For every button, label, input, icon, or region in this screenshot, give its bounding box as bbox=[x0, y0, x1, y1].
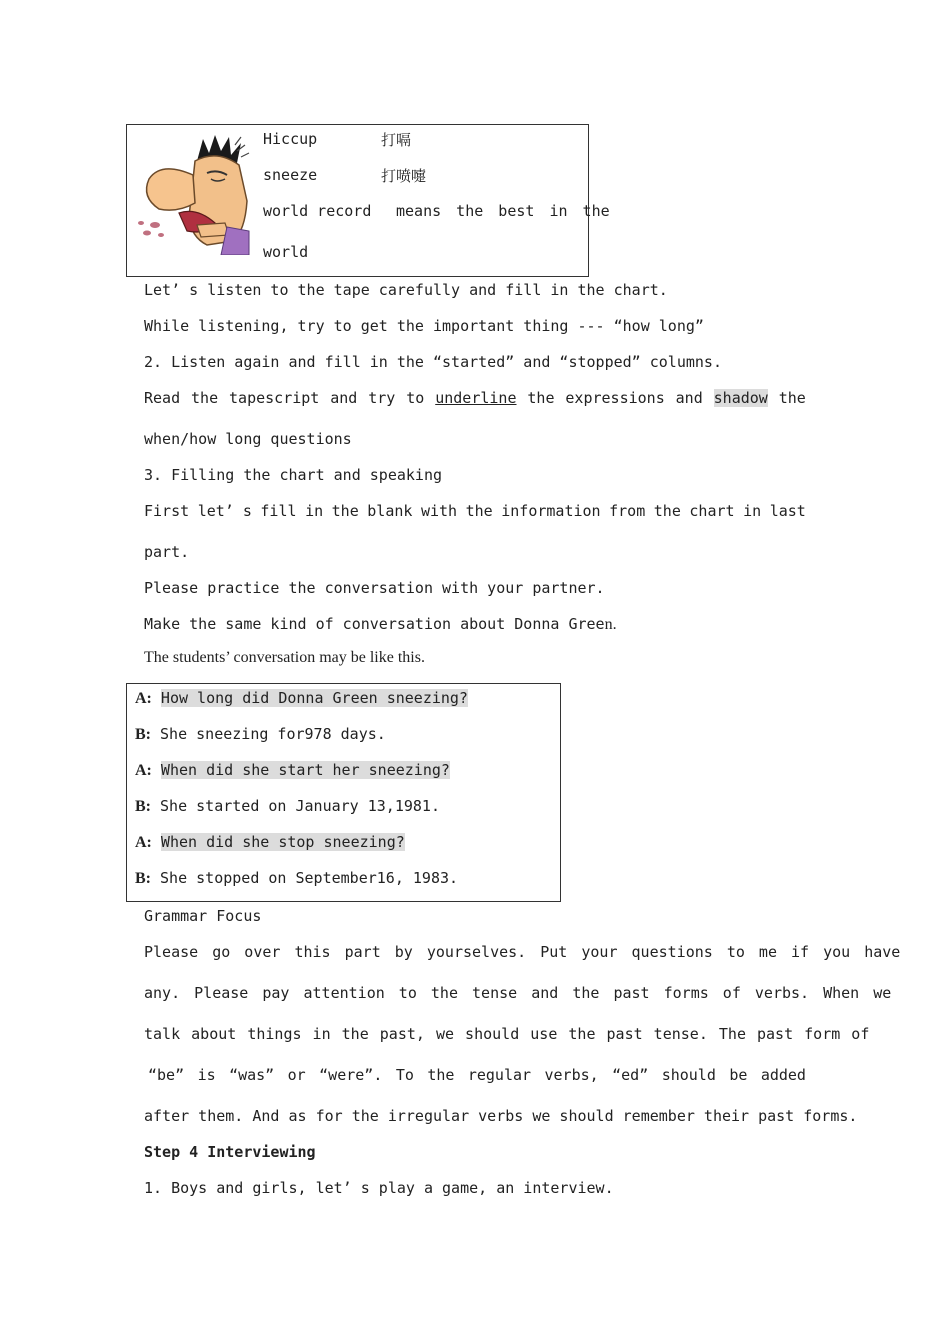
grammar-paragraph-line bbox=[144, 984, 892, 1002]
word: and bbox=[330, 389, 358, 407]
vocab-word-hiccup: Hiccup bbox=[263, 130, 318, 148]
dialog-text: She stopped on September16, 1983. bbox=[160, 869, 459, 887]
vocab-continuation: world bbox=[263, 243, 309, 261]
word: to bbox=[406, 389, 425, 407]
grammar-text: any. Please pay attention to the tense and the past forms of verbs. When we bbox=[144, 984, 892, 1002]
vocab-word-world-record: world record bbox=[263, 202, 372, 220]
line-practice: Please practice the conversation with your partner. bbox=[144, 579, 605, 597]
grammar-text: Please go over this part by yourselves. Put your questions to me if you have bbox=[144, 943, 901, 961]
word: verbs, bbox=[544, 1066, 599, 1084]
dialog-line bbox=[135, 833, 405, 852]
word: the bbox=[191, 389, 219, 407]
word: blank bbox=[367, 502, 413, 520]
underlined-word: underline bbox=[435, 389, 517, 407]
word: in bbox=[743, 502, 762, 520]
word: with bbox=[420, 502, 458, 520]
word: “be” bbox=[148, 1066, 185, 1084]
grammar-paragraph-line: after them. And as for the irregular verbs we should remember their past forms. bbox=[144, 1107, 858, 1125]
line-while-listening: While listening, try to get the important thing --- “how long” bbox=[144, 317, 704, 335]
grammar-focus-title: Grammar Focus bbox=[144, 907, 262, 925]
word: in bbox=[305, 502, 324, 520]
line-students-conversation: The students’ conversation may be like this. bbox=[144, 649, 425, 666]
word: To bbox=[395, 1066, 414, 1084]
line-when-how-long: when/how long questions bbox=[144, 430, 352, 448]
dialog-line bbox=[135, 869, 458, 888]
speaker-label: B: bbox=[135, 798, 151, 815]
word: tapescript bbox=[229, 389, 320, 407]
step4-line-1: 1. Boys and girls, let’ s play a game, an interview. bbox=[144, 1179, 614, 1197]
dialog-text: She started on January 13,1981. bbox=[160, 797, 440, 815]
line-listen-again: 2. Listen again and fill in the “started” and “stopped” columns. bbox=[144, 353, 722, 371]
word: try bbox=[368, 389, 396, 407]
speaker-label: A: bbox=[135, 762, 152, 779]
dialog-text: When did she start her sneezing? bbox=[160, 761, 450, 779]
vocab-meaning-world-record: means the best in the bbox=[396, 202, 610, 220]
word: fill bbox=[260, 502, 297, 520]
word: from bbox=[609, 502, 646, 520]
word: the bbox=[778, 389, 806, 407]
shaded-word: shadow bbox=[713, 389, 768, 407]
line-read-tapescript bbox=[144, 389, 806, 407]
word: regular bbox=[467, 1066, 532, 1084]
word: the bbox=[427, 1066, 455, 1084]
speaker-label: A: bbox=[135, 834, 152, 851]
word: is bbox=[197, 1066, 216, 1084]
word: chart bbox=[689, 502, 735, 520]
word: the bbox=[331, 502, 359, 520]
grammar-paragraph-line bbox=[148, 1066, 806, 1084]
word: First bbox=[144, 502, 190, 520]
word: information bbox=[501, 502, 601, 520]
word: “were”. bbox=[319, 1066, 383, 1084]
word: last bbox=[769, 502, 806, 520]
line-part: part. bbox=[144, 543, 190, 561]
vocab-meaning-hiccup: 打嗝 bbox=[381, 131, 412, 149]
vocab-word-sneeze: sneeze bbox=[263, 166, 318, 184]
dialog-text: When did she stop sneezing? bbox=[160, 833, 405, 851]
word: should bbox=[661, 1066, 716, 1084]
vocabulary-box bbox=[126, 124, 610, 277]
step4-title: Step 4 Interviewing bbox=[144, 1143, 316, 1161]
line-make-conversation bbox=[144, 615, 617, 634]
line-first-fill bbox=[144, 502, 806, 520]
grammar-text: talk about things in the past, we should use the past tense. The past form of bbox=[144, 1025, 870, 1043]
grammar-paragraph-line bbox=[144, 943, 901, 961]
line-text: Make the same kind of conversation about Donna Gree bbox=[144, 615, 605, 633]
word: or bbox=[287, 1066, 306, 1084]
grammar-paragraph-line bbox=[144, 1025, 870, 1043]
line-text-end: n. bbox=[604, 616, 617, 633]
dialog-box bbox=[126, 683, 561, 902]
line-listen-tape: Let’ s listen to the tape carefully and fill in the chart. bbox=[144, 281, 668, 299]
dialog-text: She sneezing for978 days. bbox=[160, 725, 386, 743]
word: “was” bbox=[229, 1066, 275, 1084]
word: Read bbox=[144, 389, 181, 407]
word: the bbox=[653, 502, 681, 520]
dialog-line bbox=[135, 725, 386, 744]
dialog-text: How long did Donna Green sneezing? bbox=[160, 689, 468, 707]
word: “ed” bbox=[612, 1066, 649, 1084]
word: let’ s bbox=[197, 502, 252, 520]
word: added bbox=[760, 1066, 806, 1084]
speaker-label: B: bbox=[135, 870, 151, 887]
dialog-line bbox=[135, 689, 468, 708]
vocab-meaning-sneeze: 打喷嚏 bbox=[381, 167, 427, 185]
word: the bbox=[527, 389, 555, 407]
sneezing-man-illustration bbox=[137, 131, 251, 255]
speaker-label: B: bbox=[135, 726, 151, 743]
word: the bbox=[465, 502, 493, 520]
word: and bbox=[675, 389, 703, 407]
word: be bbox=[729, 1066, 748, 1084]
word: expressions bbox=[565, 389, 665, 407]
dialog-line bbox=[135, 761, 450, 780]
line-filling-chart: 3. Filling the chart and speaking bbox=[144, 466, 443, 484]
dialog-line bbox=[135, 797, 440, 816]
speaker-label: A: bbox=[135, 690, 152, 707]
